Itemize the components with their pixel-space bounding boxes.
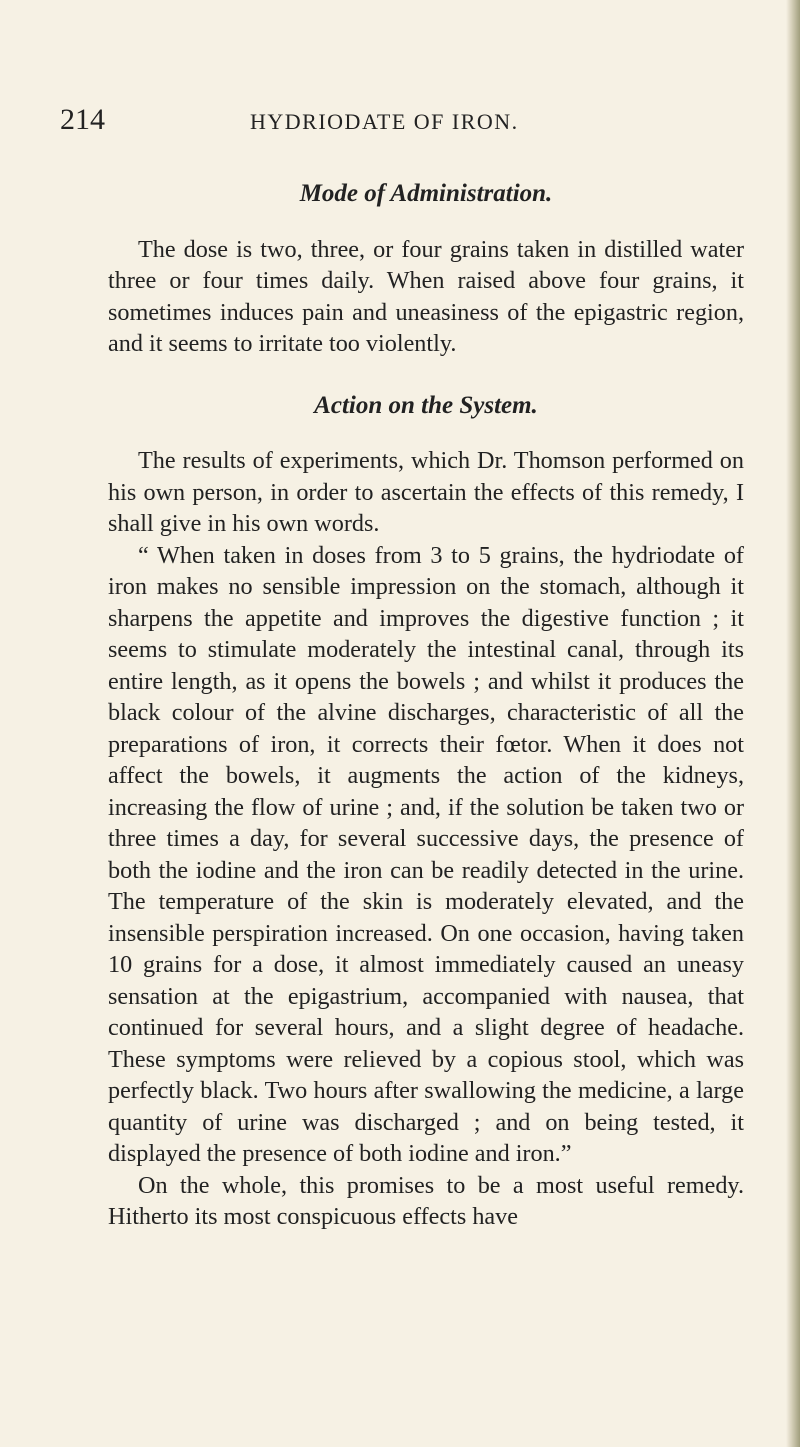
- body-text: [108, 178, 744, 1233]
- page-edge-shadow: [786, 0, 800, 1447]
- paragraph-experiments-intro: The results of experiments, which Dr. Thomson performed on his own person, in order to ascertain the effects of this remedy, I shall give in his own words.: [108, 447, 744, 537]
- paragraph-conclusion: On the whole, this promises to be a most useful remedy. Hitherto its most conspicuous effects have: [108, 1171, 744, 1230]
- paragraph-quotation: “ When taken in doses from 3 to 5 grains, the hydriodate of iron makes no sensible impression on the stomach, although it sharpens the appetite and improves the digestive function ; it seems to stimulate moderately the intestinal canal, through its entire length, as it opens the bowels ; and whilst it produces the black colour of the alvine discharges, characteristic of all the preparations of iron, it corrects their fœtor. When it does not affect the bowels, it augments the action of the kidneys, increasing the flow of urine ; and, if the solution be taken two or three times a day, for several successive days, the presence of both the iodine and the iron can be readily detected in the urine. The temperature of the skin is moderately elevated, and the insensible perspiration increased. On one occasion, having taken 10 grains for a dose, it almost immediately caused an uneasy sensation at the epigastrium, accompanied with nausea, that continued for several hours, and a slight degree of headache. These symptoms were relieved by a copious stool, which was perfectly black. Two hours after swallowing the medicine, a large quantity of urine was discharged ; and on being tested, it displayed the presence of both iodine and iron.”: [108, 541, 744, 1167]
- paragraph-dose: The dose is two, three, or four grains taken in distilled water three or four times daily. When raised above four grains, it sometimes induces pain and uneasiness of the epigastric region, and it seems to irritate too violently.: [108, 235, 744, 357]
- section-heading-mode-of-administration: Mode of Administration.: [299, 180, 553, 207]
- running-head: HYDRIODATE OF IRON.: [250, 109, 519, 134]
- page-number: 214: [60, 103, 105, 136]
- page-header: [60, 100, 740, 140]
- section-heading-action-on-system: Action on the System.: [314, 391, 538, 419]
